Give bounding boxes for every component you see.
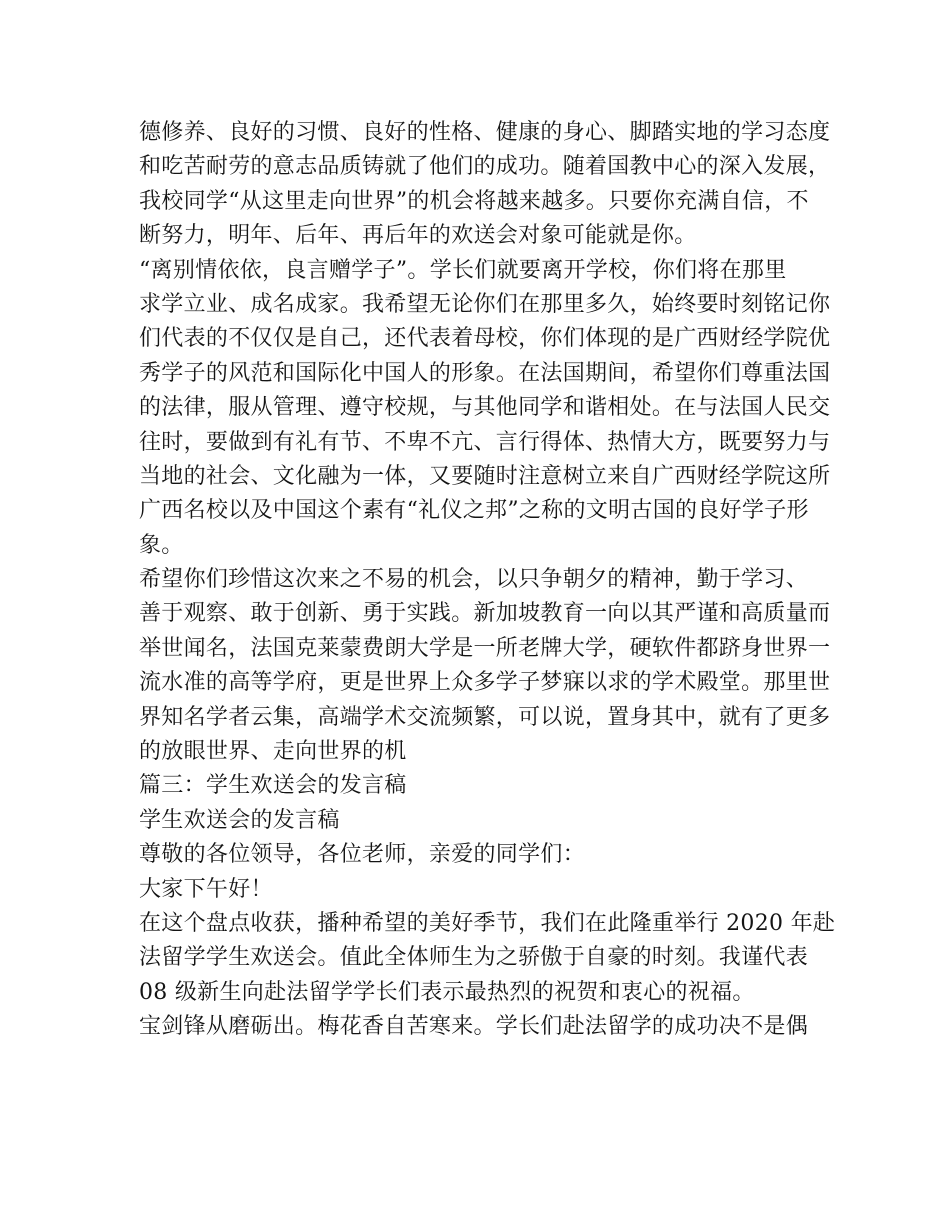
speech-title: 学生欢送会的发言稿: [139, 807, 340, 833]
text-line: 广西名校以及中国这个素有“礼仪之邦”之称的文明古国的良好学子形: [139, 498, 809, 524]
text-line: 往时，要做到有礼有节、不卑不亢、言行得体、热情大方，既要努力与: [139, 429, 831, 455]
text-line: 08 级新生向赴法留学学长们表示最热烈的祝贺和衷心的祝福。: [139, 979, 755, 1005]
text-line: 断努力，明年、后年、再后年的欢送会对象可能就是你。: [139, 223, 697, 249]
text-line: 宝剑锋从磨砺出。梅花香自苦寒来。学长们赴法留学的成功决不是偶: [139, 1014, 809, 1040]
text-line: 举世闻名，法国克莱蒙费朗大学是一所老牌大学，硬软件都跻身世界一: [139, 635, 831, 661]
text-line: 的法律，服从管理、遵守校规，与其他同学和谐相处。在与法国人民交: [139, 395, 831, 421]
text-line: 希望你们珍惜这次来之不易的机会，以只争朝夕的精神，勤于学习、: [139, 567, 809, 593]
text-line: 德修养、良好的习惯、良好的性格、健康的身心、脚踏实地的学习态度: [139, 120, 831, 145]
greeting: 大家下午好！: [139, 876, 273, 902]
text-line: 的放眼世界、走向世界的机: [139, 739, 407, 765]
text-line: 我校同学“从这里走向世界”的机会将越来越多。只要你充满自信，不: [139, 188, 809, 214]
document-body: [139, 116, 836, 1045]
text-line: 当地的社会、文化融为一体，又要随时注意树立来自广西财经学院这所: [139, 463, 831, 489]
text-line: 在这个盘点收获，播种希望的美好季节，我们在此隆重举行 2020 年赴: [139, 910, 836, 936]
salutation: 尊敬的各位领导，各位老师，亲爱的同学们：: [139, 842, 586, 868]
text-line: 秀学子的风范和国际化中国人的形象。在法国期间，希望你们尊重法国: [139, 360, 831, 386]
text-line: 流水准的高等学府，更是世界上众多学子梦寐以求的学术殿堂。那里世: [139, 670, 831, 696]
text-line: “离别情依依，良言赠学子”。学长们就要离开学校，你们将在那里: [139, 257, 787, 283]
text-line: 和吃苦耐劳的意志品质铸就了他们的成功。随着国教中心的深入发展，: [139, 154, 831, 180]
text-line: 求学立业、成名成家。我希望无论你们在那里多久，始终要时刻铭记你: [139, 291, 831, 317]
text-line: 界知名学者云集，高端学术交流频繁，可以说，置身其中，就有了更多: [139, 704, 831, 730]
text-line: 象。: [139, 532, 184, 558]
text-line: 善于观察、敢于创新、勇于实践。新加坡教育一向以其严谨和高质量而: [139, 601, 831, 627]
text-line: 们代表的不仅仅是自己，还代表着母校，你们体现的是广西财经学院优: [139, 326, 831, 352]
text-line: 法留学学生欢送会。值此全体师生为之骄傲于自豪的时刻。我谨代表: [139, 945, 809, 971]
section-heading: 篇三：学生欢送会的发言稿: [139, 773, 407, 799]
